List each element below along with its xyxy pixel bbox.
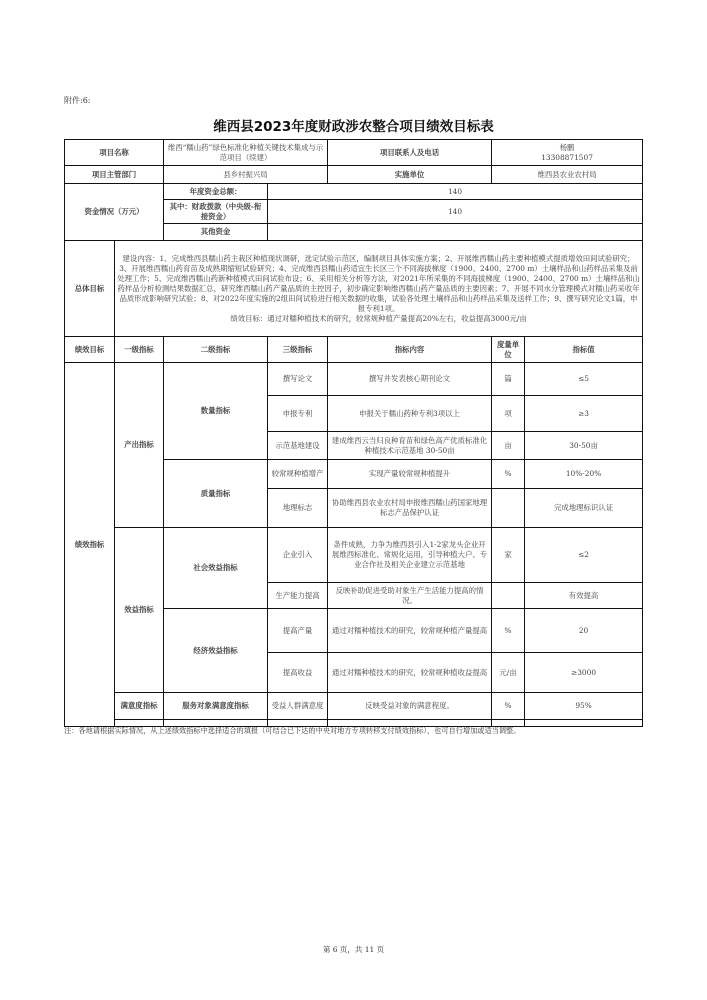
level3-name: 提高收益 (268, 653, 328, 693)
funds-other-value (268, 224, 643, 241)
project-name-label: 项目名称 (65, 140, 164, 166)
indicator-unit: 亩 (492, 432, 525, 460)
contact-name: 杨鹏 (559, 142, 575, 152)
indicator-header-row (65, 337, 643, 363)
level3-name: 生产能力提高 (268, 583, 328, 609)
indicator-value: ≤2 (525, 528, 643, 583)
level2-economic: 经济效益指标 (164, 609, 268, 693)
indicator-content: 协助维西县农业农村局申报维西糯山药国家地理标志产品保护认证 (328, 489, 492, 528)
header-content: 指标内容 (328, 337, 492, 363)
indicator-content: 通过对糯种植技术的研究，较常规种植收益提高 (328, 653, 492, 693)
indicator-unit (492, 489, 525, 528)
indicator-content: 实现产量较常规种植提升 (328, 460, 492, 489)
indicator-unit: 元/亩 (492, 653, 525, 693)
page-title: 维西县2023年度财政涉农整合项目绩效目标表 (213, 119, 494, 135)
indicator-value: ≤5 (525, 363, 643, 396)
overall-goal-content (115, 241, 643, 337)
header-level2: 二级指标 (164, 337, 268, 363)
impl-label: 实施单位 (328, 166, 492, 184)
level3-name: 撰写论文 (268, 363, 328, 396)
funds-fiscal-label: 其中：财政拨款（中央级-衔接资金） (164, 200, 268, 224)
header-level1: 一级指标 (115, 337, 164, 363)
table-row (65, 693, 643, 720)
indicator-value: ≥3 (525, 396, 643, 432)
header-level3: 三级指标 (268, 337, 328, 363)
indicator-content: 建成维西云当归良种育苗和绿色高产优质标准化种植技术示范基地 30-50亩 (328, 432, 492, 460)
indicator-value: 95% (525, 693, 643, 720)
indicator-value: 10%-20% (525, 460, 643, 489)
table-row (65, 528, 643, 583)
level1-satisfaction: 满意度指标 (115, 693, 164, 720)
contact-label: 项目联系人及电话 (328, 140, 492, 166)
indicator-value: 30-50亩 (525, 432, 643, 460)
attachment-label: 附件:6: (64, 96, 91, 105)
indicator-content: 反映受益对象的满意程度。 (328, 693, 492, 720)
indicator-unit: 家 (492, 528, 525, 583)
indicator-unit: % (492, 693, 525, 720)
indicator-unit: 篇 (492, 363, 525, 396)
indicator-content: 申报关于糯山药种专利3项以上 (328, 396, 492, 432)
level3-name: 地理标志 (268, 489, 328, 528)
indicator-value: ≥3000 (525, 653, 643, 693)
funds-fiscal-value: 140 (268, 200, 643, 224)
level3-name: 企业引入 (268, 528, 328, 583)
dept-label: 项目主管部门 (65, 166, 164, 184)
impl-value: 维西县农业农村局 (492, 166, 643, 184)
project-name-value: 维西“糯山药”绿色标准化种植关键技术集成与示范项目（续建） (164, 140, 328, 166)
footnote: 注：各地请根据实际情况，从上述绩效指标中选择适合的填报（可结合已下达的中央对地方专项转移支付绩效指标），也可自行增加或适当调整。 (64, 726, 521, 735)
level3-name: 提高产量 (268, 609, 328, 653)
table-row (65, 363, 643, 396)
funds-total-row (65, 184, 643, 200)
contact-phone: 13308871507 (541, 152, 593, 162)
header-perf-target: 绩效目标 (65, 337, 115, 363)
indicator-value: 完成地理标识认证 (525, 489, 643, 528)
level3-name: 申报专利 (268, 396, 328, 432)
level2-social: 社会效益指标 (164, 528, 268, 609)
perf-indicators-label: 绩效指标 (65, 363, 115, 727)
indicator-content: 条件成熟，力争为维西县引入1-2家龙头企业开展维西标准化、常规化运用，引导种植大户、专业合作社及相关企业建立示范基地 (328, 528, 492, 583)
indicator-value: 20 (525, 609, 643, 653)
funds-total-label: 年度资金总额： (164, 184, 268, 200)
level1-benefit: 效益指标 (115, 528, 164, 693)
level1-output: 产出指标 (115, 363, 164, 528)
level2-quality: 质量指标 (164, 460, 268, 528)
indicator-unit: % (492, 609, 525, 653)
overall-goal-label: 总体目标 (65, 241, 115, 337)
funds-label: 资金情况（万元） (65, 184, 164, 241)
funds-other-label: 其他资金 (164, 224, 268, 241)
dept-value: 县乡村振兴局 (164, 166, 328, 184)
page-number: 第 6 页，共 11 页 (322, 945, 385, 954)
project-name-row (65, 140, 643, 166)
indicator-value: 有效提高 (525, 583, 643, 609)
contact-value (492, 140, 643, 166)
level3-name: 较常规种植增产 (268, 460, 328, 489)
empty-cell (525, 720, 643, 727)
overall-goal-perf-text: 绩效目标：通过对糯种植技术的研究，较常规种植产量提高20%左右，收益提高3000元/亩 (230, 313, 527, 323)
overall-goal-row (65, 241, 643, 337)
level2-quantity: 数量指标 (164, 363, 268, 460)
dept-row (65, 166, 643, 184)
indicator-content: 反映补助促进受助对象生产生活能力提高的情况。 (328, 583, 492, 609)
funds-total-value: 140 (268, 184, 643, 200)
level3-name: 受益人群满意度 (268, 693, 328, 720)
header-unit: 度量单位 (492, 337, 525, 363)
overall-goal-text: 建设内容：1、完成维西县糯山药主栽区种植现状调研，选定试验示范区，编制项目具体实施方案；2、开展维西糯山药主要种植模式提质增效田间试验研究；3、开展维西糯山药育苗及成熟期缩短试验研究；4、完成维西县糯山药适宜生长区三个不同海拔梯度（1900、2400、2700 m）土壤样品和山药样品采集及前处理工作；5、完成维西糯山药新种植模式田间试验布设；6、采用相关分析等方法，对2021年所采集的不同海拔梯度（1900、2400、2700 m）土壤样品和山药样品分析检测结果数据汇总，研究维西糯山药产量品质的主控因子，初步确定影响维西糯山药产量品质的主要因素；7、开展不同水分管理模式对糯山药采收年品质形成影响研究试验；8、对2022年度实施的2组田间试验进行相关数据的收集，试验各处理土壤样品和山药样品采集及送样工作；9、撰写研究论文1篇，申报专利1项。 (117, 253, 640, 313)
level2-service: 服务对象满意度指标 (164, 693, 268, 720)
indicator-unit: % (492, 460, 525, 489)
indicator-content: 撰写并发表核心期刊论文 (328, 363, 492, 396)
header-value: 指标值 (525, 337, 643, 363)
indicator-unit (492, 583, 525, 609)
level3-name: 示范基地建设 (268, 432, 328, 460)
indicator-unit: 项 (492, 396, 525, 432)
indicator-content: 通过对糯种植技术的研究，较常规种植产量提高 (328, 609, 492, 653)
performance-target-table (64, 139, 643, 727)
